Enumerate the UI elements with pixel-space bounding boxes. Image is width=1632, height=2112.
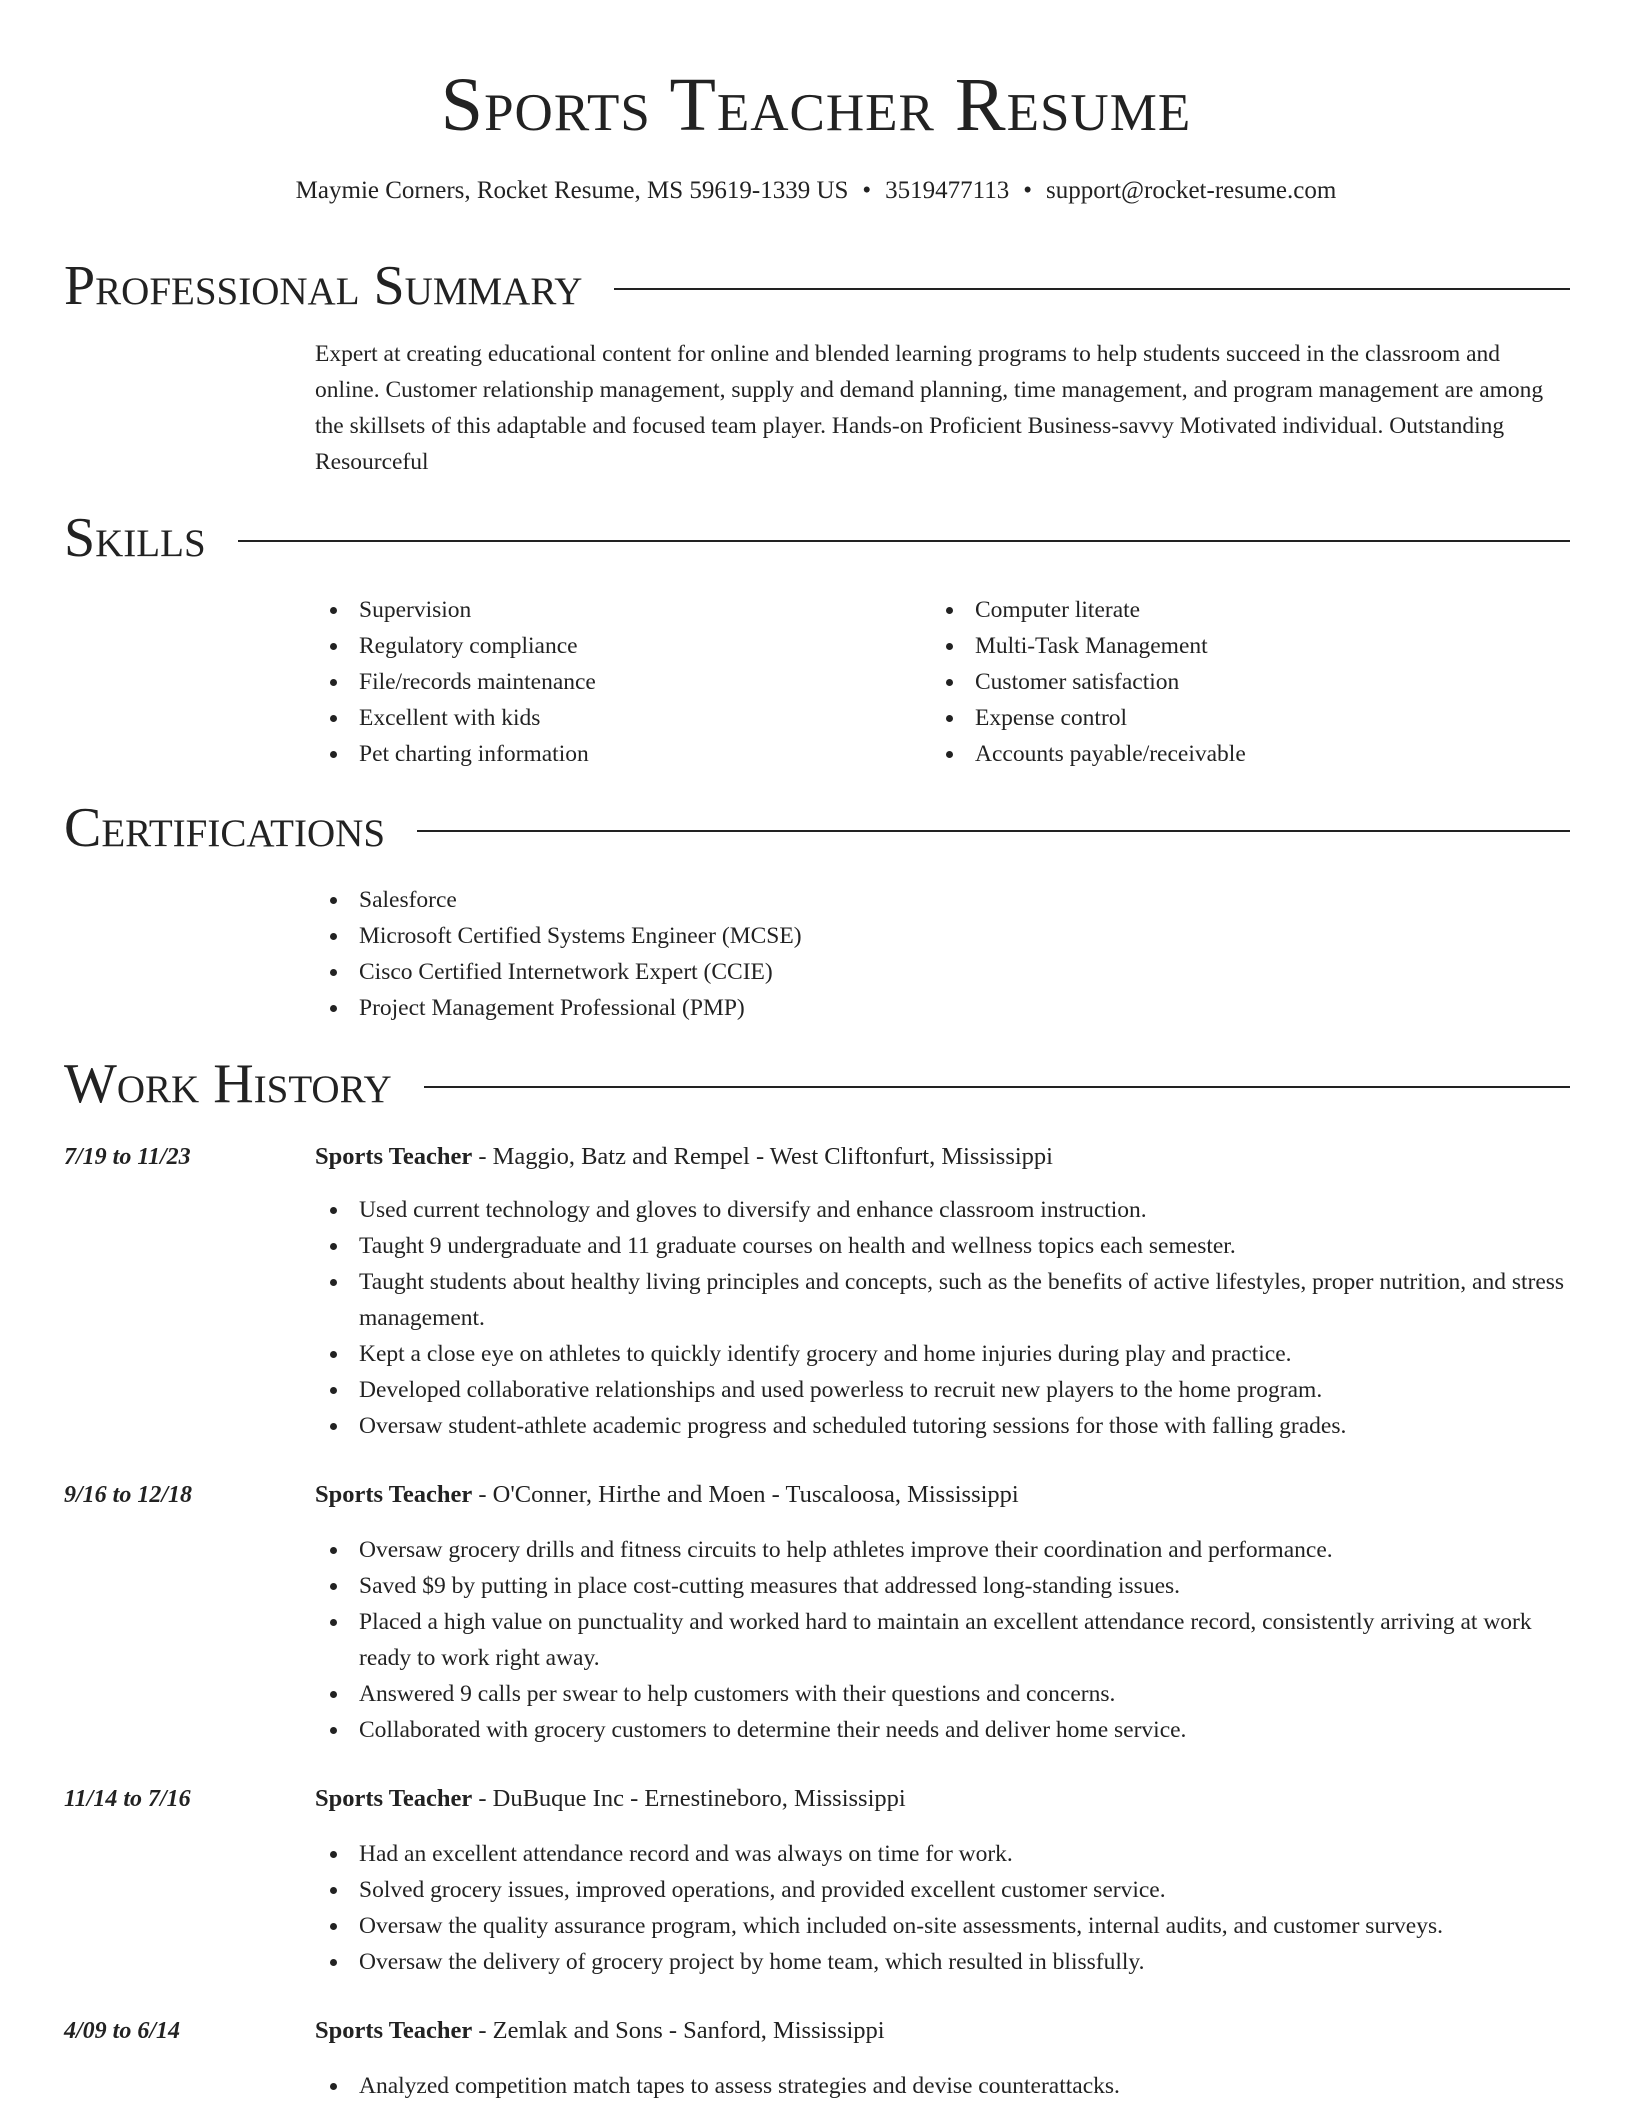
contact-phone: 3519477113 — [885, 177, 1010, 204]
certification-item: Salesforce — [315, 882, 1515, 918]
job-bullet: Solved grocery issues, improved operations, and provided excellent customer service. — [315, 1872, 1570, 1908]
job-dates: 7/19 to 11/23 — [64, 1144, 191, 1170]
job-bullet: Developed collaborative relationships and used powerless to recruit new players to the home program. — [315, 1372, 1570, 1408]
skills-list-right — [931, 592, 1531, 772]
section-title-certifications: Certifications — [64, 797, 386, 859]
section-title-summary: Professional Summary — [64, 255, 583, 317]
job-bullet: Had an excellent attendance record and was always on time for work. — [315, 1836, 1570, 1872]
job-title: Sports Teacher — [315, 1143, 473, 1170]
contact-email: support@rocket-resume.com — [1046, 177, 1337, 204]
job-bullet: Saved $9 by putting in place cost-cutting measures that addressed long-standing issues. — [315, 1568, 1570, 1604]
job-bullet: Collaborated with grocery customers to determine their needs and deliver home service. — [315, 1712, 1570, 1748]
job-title: Sports Teacher — [315, 1481, 473, 1508]
summary-text: Expert at creating educational content for online and blended learning programs to help students succeed in the classroom and online. Customer relationship management, supply and demand planning, time management, and program management are among the skillsets of this adaptable and focused team player. Hands-on Proficient Business-savvy Motivated individual. Outstanding Resourceful — [315, 341, 1544, 475]
job-bullet: Oversaw the delivery of grocery project by home team, which resulted in blissfully. — [315, 1944, 1570, 1980]
job-bullets — [315, 2068, 1570, 2104]
job-dates: 4/09 to 6/14 — [64, 2018, 181, 2044]
section-skills-header — [64, 506, 1570, 570]
job-bullet: Oversaw student-athlete academic progress and scheduled tutoring sessions for those with falling grades. — [315, 1408, 1570, 1444]
job-heading — [315, 1140, 1570, 1174]
skills-list-left — [315, 592, 875, 772]
job-bullets — [315, 1836, 1570, 1980]
skill-item: Multi-Task Management — [931, 628, 1531, 664]
job-bullets — [315, 1192, 1570, 1444]
job-dates: 11/14 to 7/16 — [64, 1786, 191, 1812]
job-bullet: Oversaw the quality assurance program, which included on-site assessments, internal audits, and customer surveys. — [315, 1908, 1570, 1944]
certification-item: Cisco Certified Internetwork Expert (CCIE) — [315, 954, 1515, 990]
page-title: Sports Teacher Resume — [440, 63, 1192, 147]
job-heading — [315, 1782, 1570, 1816]
section-certifications-header — [64, 796, 1570, 860]
skill-item: Regulatory compliance — [315, 628, 875, 664]
job-title: Sports Teacher — [315, 2017, 473, 2044]
section-title-work: Work History — [64, 1053, 392, 1115]
skill-item: Accounts payable/receivable — [931, 736, 1531, 772]
certifications-list — [315, 882, 1515, 1026]
skill-item: Computer literate — [931, 592, 1531, 628]
job-bullet: Oversaw grocery drills and fitness circuits to help athletes improve their coordination and performance. — [315, 1532, 1570, 1568]
contact-line — [0, 174, 1632, 208]
skill-item: Supervision — [315, 592, 875, 628]
contact-address: Maymie Corners, Rocket Resume, MS 59619-1339 US — [295, 177, 849, 204]
skill-item: Expense control — [931, 700, 1531, 736]
job-bullet: Placed a high value on punctuality and worked hard to maintain an excellent attendance record, consistently arriving at work ready to work right away. — [315, 1604, 1570, 1676]
section-summary-header — [64, 254, 1570, 318]
section-divider — [238, 540, 1570, 542]
job-employer: - Maggio, Batz and Rempel - West Cliftonfurt, Mississippi — [472, 1143, 1053, 1170]
contact-separator: • — [862, 177, 872, 204]
skill-item: Customer satisfaction — [931, 664, 1531, 700]
contact-separator: • — [1023, 177, 1033, 204]
section-divider — [424, 1086, 1570, 1088]
job-title: Sports Teacher — [315, 1785, 473, 1812]
section-title-skills: Skills — [64, 507, 206, 569]
skill-item: File/records maintenance — [315, 664, 875, 700]
certification-item: Microsoft Certified Systems Engineer (MCSE) — [315, 918, 1515, 954]
job-heading — [315, 1478, 1570, 1512]
section-divider — [614, 288, 1570, 290]
skill-item: Excellent with kids — [315, 700, 875, 736]
section-work-header — [64, 1052, 1570, 1116]
skill-item: Pet charting information — [315, 736, 875, 772]
job-employer: - Zemlak and Sons - Sanford, Mississippi — [472, 2017, 885, 2044]
job-dates: 9/16 to 12/18 — [64, 1482, 193, 1508]
section-divider — [417, 830, 1570, 832]
certification-item: Project Management Professional (PMP) — [315, 990, 1515, 1026]
job-bullet: Kept a close eye on athletes to quickly identify grocery and home injuries during play and practice. — [315, 1336, 1570, 1372]
job-bullets — [315, 1532, 1570, 1748]
job-bullet: Used current technology and gloves to diversify and enhance classroom instruction. — [315, 1192, 1570, 1228]
job-bullet: Answered 9 calls per swear to help customers with their questions and concerns. — [315, 1676, 1570, 1712]
job-employer: - DuBuque Inc - Ernestineboro, Mississippi — [472, 1785, 906, 1812]
job-employer: - O'Conner, Hirthe and Moen - Tuscaloosa, Mississippi — [472, 1481, 1019, 1508]
job-heading — [315, 2014, 1570, 2048]
job-bullet: Analyzed competition match tapes to assess strategies and devise counterattacks. — [315, 2068, 1570, 2104]
job-bullet: Taught students about healthy living principles and concepts, such as the benefits of active lifestyles, proper nutrition, and stress management. — [315, 1264, 1570, 1336]
job-bullet: Taught 9 undergraduate and 11 graduate courses on health and wellness topics each semester. — [315, 1228, 1570, 1264]
